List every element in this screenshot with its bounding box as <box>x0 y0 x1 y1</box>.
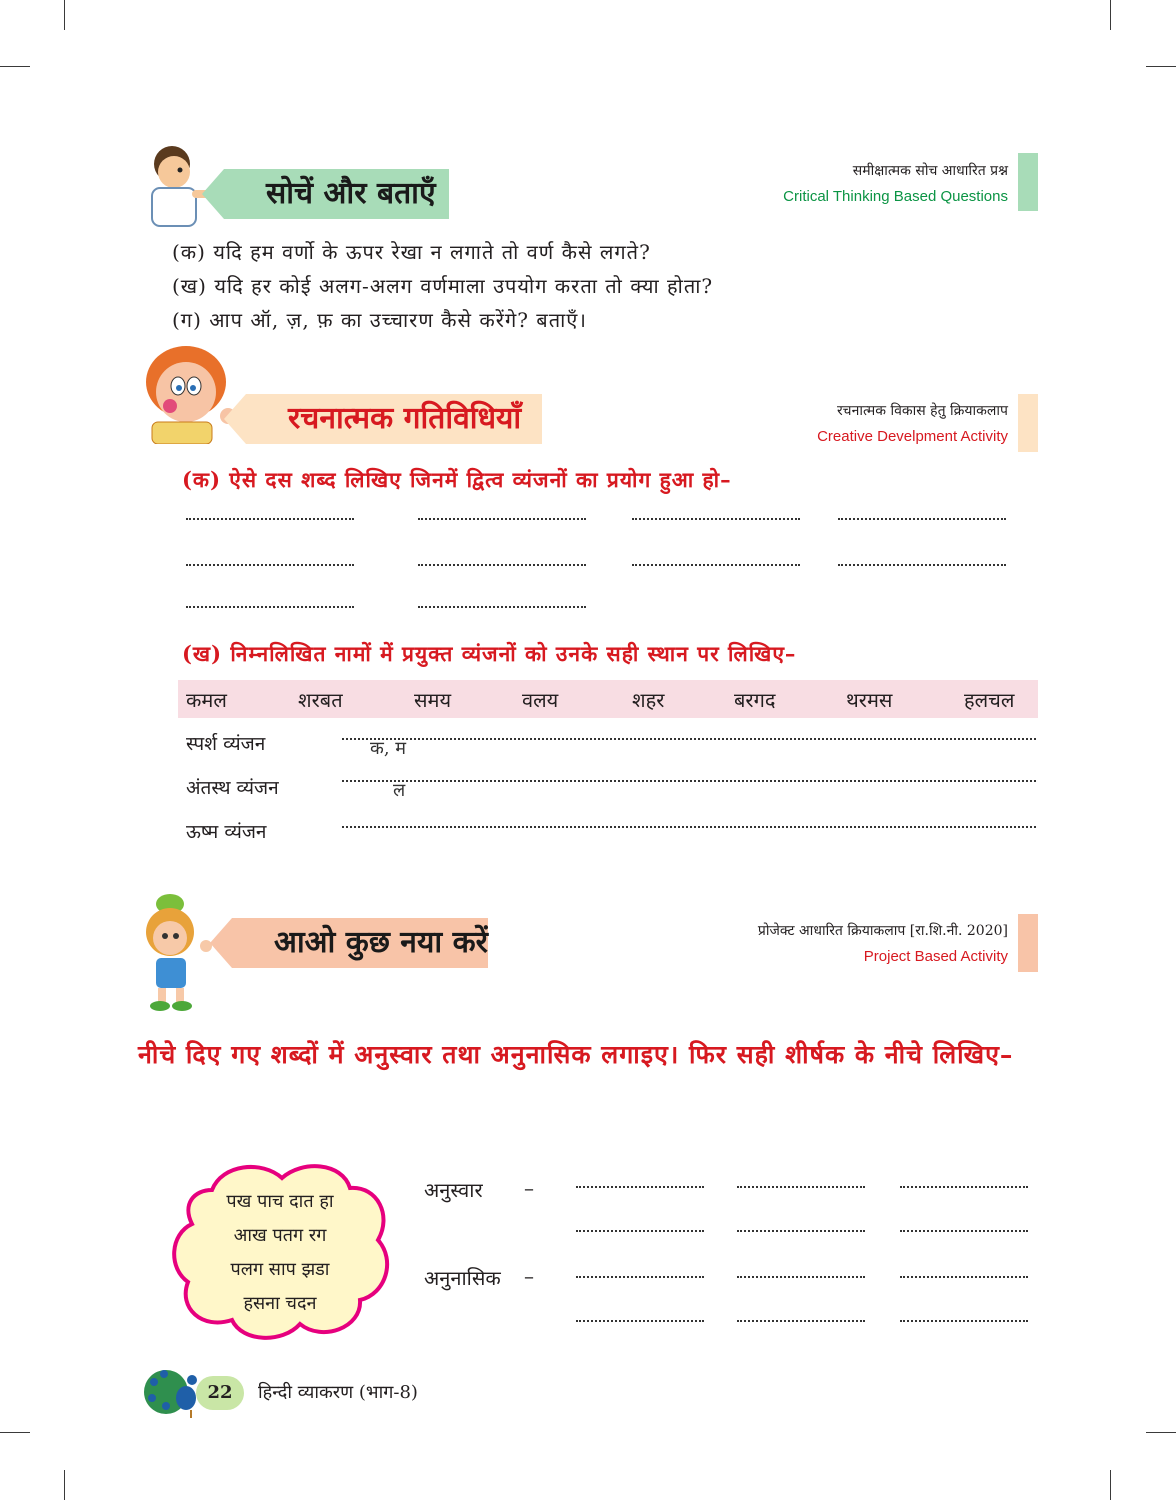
category-dash: – <box>524 1264 534 1288</box>
crop-mark <box>1146 66 1176 67</box>
answer-line[interactable] <box>576 1228 704 1232</box>
answer-line[interactable] <box>737 1184 865 1188</box>
category-dash: – <box>524 1176 534 1200</box>
crop-mark <box>1146 1432 1176 1433</box>
question-item: (ग) आप ऑ, ज़, फ़ का उच्चारण कैसे करेंगे? बताएँ। <box>172 308 587 332</box>
answer-line[interactable] <box>576 1274 704 1278</box>
crop-mark <box>1110 1470 1111 1500</box>
word-item: बरगद <box>734 688 776 712</box>
answer-line[interactable] <box>418 516 586 520</box>
tag-color-bar <box>1018 914 1038 972</box>
category-label-antasth: अंतस्थ व्यंजन <box>186 777 279 799</box>
answer-line[interactable] <box>838 562 1006 566</box>
word-item: समय <box>414 688 452 712</box>
category-anunasik: अनुनासिक <box>424 1266 501 1290</box>
word-item: शरबत <box>298 688 343 712</box>
section-tag <box>783 158 1008 210</box>
banner-rachnatmak-gatividhiyan: रचनात्मक गतिविधियाँ <box>246 394 542 444</box>
section-tag <box>817 398 1008 450</box>
word-item: हलचल <box>964 688 1015 712</box>
answer-line[interactable] <box>838 516 1006 520</box>
word-item: थरमस <box>846 688 893 712</box>
banner-aao-kuch-naya-karen: आओ कुछ नया करें <box>232 918 488 968</box>
tag-color-bar <box>1018 394 1038 452</box>
page-number: 22 <box>196 1376 244 1410</box>
answer-line[interactable] <box>418 562 586 566</box>
crop-mark <box>64 0 65 30</box>
answer-line[interactable] <box>900 1228 1028 1232</box>
answer-line[interactable] <box>900 1184 1028 1188</box>
word-item: शहर <box>632 688 665 712</box>
crop-mark <box>1110 0 1111 30</box>
girl-waving-illustration <box>136 890 216 1014</box>
project-instruction: नीचे दिए गए शब्दों में अनुस्वार तथा अनुनासिक लगाइए। फिर सही शीर्षक के नीचे लिखिए– <box>138 1040 1014 1069</box>
tag-hindi: रचनात्मक विकास हेतु क्रियाकलाप <box>836 403 1008 419</box>
answer-line[interactable] <box>342 778 1036 782</box>
answer-line[interactable] <box>576 1318 704 1322</box>
filled-answer: ल <box>393 780 406 801</box>
part-a-heading: (क) ऐसे दस शब्द लिखिए जिनमें द्वित्व व्यंजनों का प्रयोग हुआ हो– <box>182 467 732 492</box>
tag-english: Project Based Activity <box>863 948 1008 965</box>
banner-soche-aur-bataen: सोचें और बताएँ <box>224 169 449 219</box>
word-list-row <box>178 680 1038 718</box>
answer-line[interactable] <box>900 1318 1028 1322</box>
answer-line[interactable] <box>186 604 354 608</box>
answer-line[interactable] <box>342 736 1036 740</box>
crop-mark <box>0 1432 30 1433</box>
answer-line[interactable] <box>418 604 586 608</box>
cloud-line: आख पतग रग <box>233 1225 327 1246</box>
answer-line[interactable] <box>632 562 800 566</box>
tag-color-bar <box>1018 153 1038 211</box>
section-tag <box>758 918 1008 970</box>
category-label-ushm: ऊष्म व्यंजन <box>186 821 267 843</box>
tag-english: Creative Develpment Activity <box>817 428 1008 445</box>
category-label-sparsh: स्पर्श व्यंजन <box>186 733 266 755</box>
question-item: (क) यदि हम वर्णो के ऊपर रेखा न लगाते तो वर्ण कैसे लगते? <box>172 240 651 264</box>
word-item: कमल <box>186 688 227 712</box>
tag-english: Critical Thinking Based Questions <box>783 188 1008 205</box>
answer-line[interactable] <box>342 824 1036 828</box>
category-anuswar: अनुस्वार <box>424 1178 483 1202</box>
cloud-line: पख पाच दात हा <box>226 1191 334 1212</box>
answer-line[interactable] <box>900 1274 1028 1278</box>
cloud-line: पलग साप झडा <box>230 1259 330 1280</box>
answer-line[interactable] <box>186 516 354 520</box>
part-b-heading: (ख) निम्नलिखित नामों में प्रयुक्त व्यंजनों को उनके सही स्थान पर लिखिए– <box>182 641 797 666</box>
answer-line[interactable] <box>737 1318 865 1322</box>
word-item: वलय <box>522 688 559 712</box>
cloud-line: हसना चदन <box>243 1293 317 1314</box>
question-item: (ख) यदि हर कोई अलग-अलग वर्णमाला उपयोग करता तो क्या होता? <box>172 274 714 298</box>
tag-hindi: समीक्षात्मक सोच आधारित प्रश्न <box>852 163 1008 179</box>
answer-line[interactable] <box>576 1184 704 1188</box>
crop-mark <box>0 66 30 67</box>
answer-line[interactable] <box>737 1274 865 1278</box>
answer-line[interactable] <box>632 516 800 520</box>
answer-line[interactable] <box>737 1228 865 1232</box>
crop-mark <box>64 1470 65 1500</box>
tag-hindi: प्रोजेक्ट आधारित क्रियाकलाप [रा.शि.नी. 2020] <box>757 923 1008 939</box>
answer-line[interactable] <box>186 562 354 566</box>
book-title: हिन्दी व्याकरण (भाग-8) <box>258 1382 418 1403</box>
filled-answer: क, म <box>370 738 407 759</box>
